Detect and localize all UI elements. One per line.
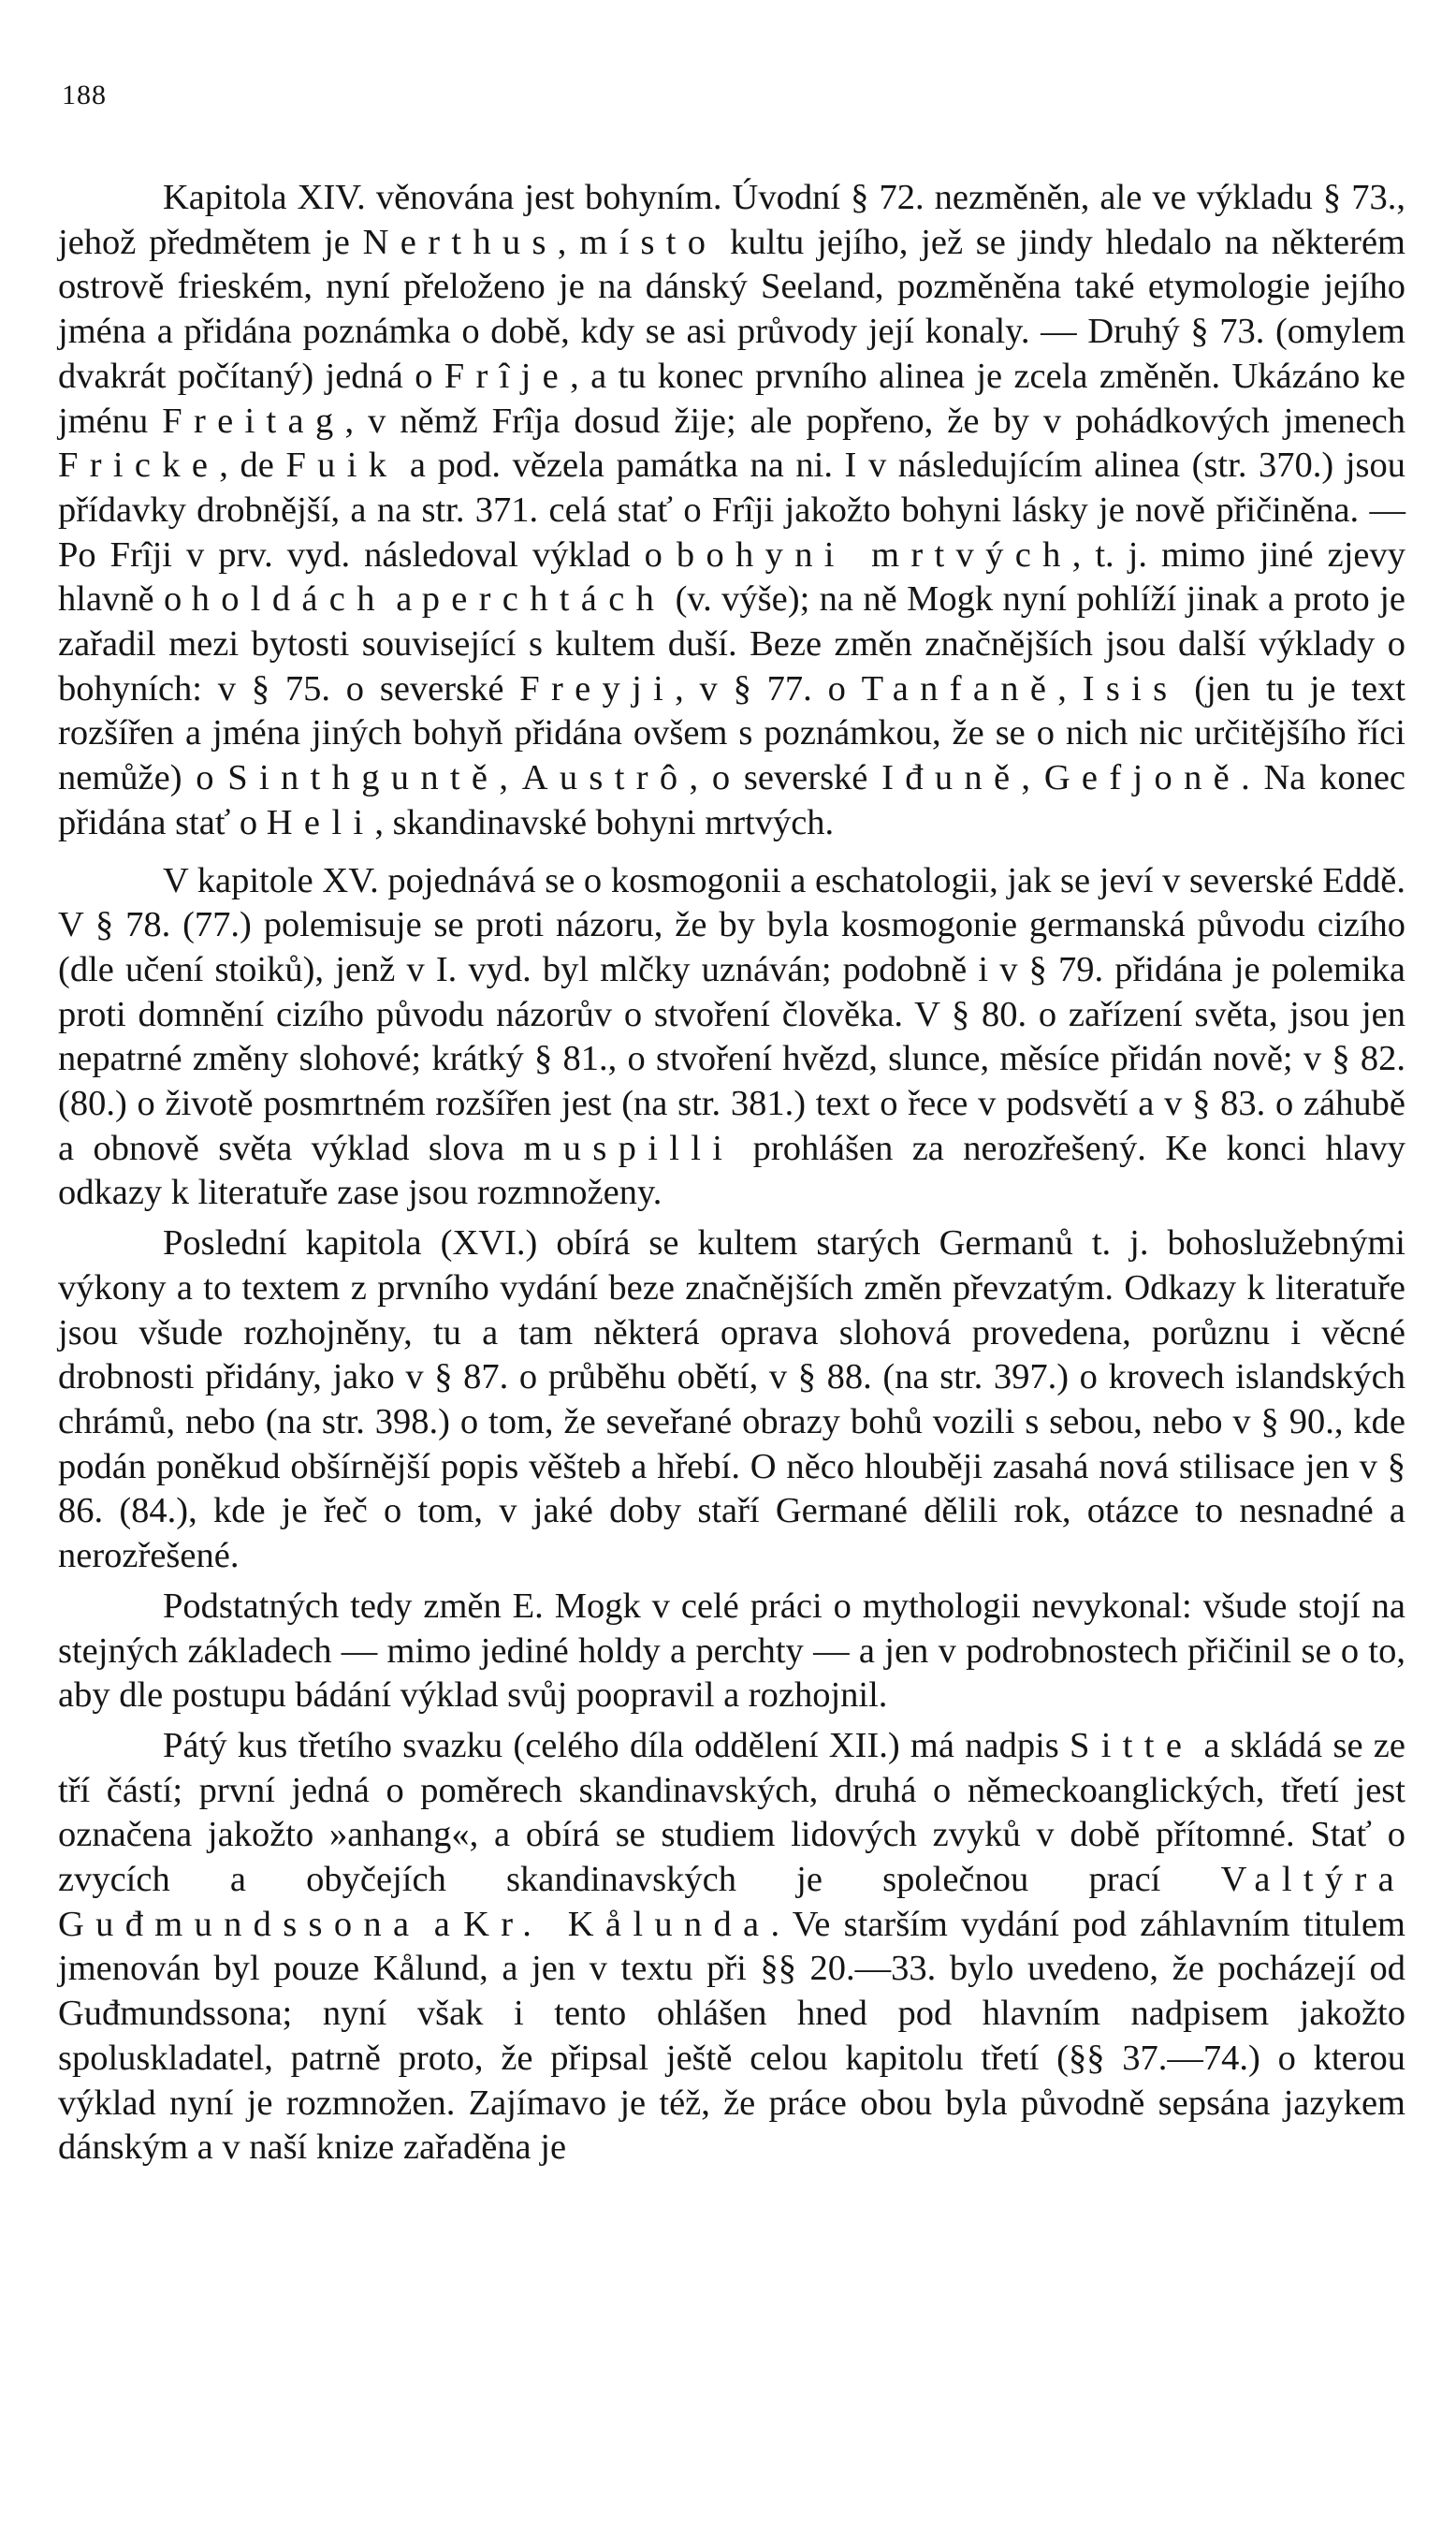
- spaced-emphasis-text: Valtýra Guđmundssona: [58, 1860, 1405, 1944]
- text-run: kultu jejího, jež se jindy hledalo na některém ostrově frieském, nyní přeloženo je na dánský Seeland, pozměněna také etymologie jejího jména a přidána poznámka o době, kdy se asi průvody její konaly. — Druhý § 73. (omylem dvakrát počítaný) jedná o: [58, 222, 1405, 396]
- spaced-emphasis-text: Kr. Kålunda: [463, 1904, 771, 1944]
- spaced-emphasis-text: Nerthus: [362, 222, 558, 262]
- spaced-emphasis-text: Sitte: [1070, 1725, 1194, 1765]
- spaced-emphasis-text: Heli: [266, 802, 375, 842]
- spaced-emphasis-text: Gefjoně: [1043, 758, 1242, 798]
- text-run: , v § 77. o: [675, 668, 862, 709]
- text-run: (jen tu je text rozšířen a jména jiných bohyň přidána ovšem s poznámkou, že se o nich nic určitějšího říci nemůže) o: [58, 668, 1406, 798]
- text-run: a skládá se ze tří částí; první jedná o poměrech skandinavských, druhá o německoanglických, třetí jest označena jakožto »anhang«, a obírá se studiem lidových zvyků v době přítomné. Stať o zvycích a obyčejích skandinavských je společnou prací: [58, 1725, 1405, 1900]
- paragraph: [58, 1724, 1405, 2171]
- spaced-emphasis-text: bohyni mrtvých: [676, 534, 1072, 575]
- text-run: ,: [499, 758, 522, 798]
- spaced-emphasis-text: místo: [579, 222, 718, 262]
- text-run: a pod. vězela památka na ni. I v následujícím alinea (str. 370.) jsou přídavky drobnější, a na str. 371. celá stať o Frîji jakožto bohyni lásky je nově přičiněna. — Po Frîji v prv. vyd. následoval výklad o: [58, 446, 1406, 575]
- spaced-emphasis-text: perchtách: [421, 579, 666, 620]
- spaced-emphasis-text: Iđuně: [881, 758, 1022, 798]
- paragraph: [58, 859, 1405, 1217]
- text-run: , t. j. mimo jiné zjevy hlavně o: [58, 534, 1406, 620]
- text-run: , a tu konec prvního alinea je zcela změněn. Ukázáno ke jménu: [58, 356, 1405, 441]
- text-run: , de: [219, 446, 286, 486]
- spaced-emphasis-text: Frîje: [444, 356, 571, 396]
- spaced-emphasis-text: muspilli: [523, 1128, 735, 1168]
- text-run: V kapitole XV. pojednává se o kosmogonii a eschatologii, jak se jeví v severské Eddě. V § 78. (77.) polemisuje se proti názoru, že by byla kosmogonie germanská původu cizího (dle učení stoiků), jenž v I. vyd. byl mlčky uznáván; podobně i v § 79. přidána je polemika proti domnění cizího původu názorův o stvoření člověka. V § 80. o zařízení světa, jsou jen nepatrné změny slohové; krátký § 81., o stvoření hvězd, slunce, měsíce přidán nově; v § 82. (80.) o životě posmrtném rozšířen jest (na str. 381.) text o řece v podsvětí a v § 83. o záhubě a obnově světa výklad slova: [58, 860, 1405, 1168]
- spaced-emphasis-text: Freyji: [519, 668, 676, 709]
- text-run: ,: [557, 222, 580, 262]
- spaced-emphasis-text: Austrô: [521, 758, 690, 798]
- text-run: Poslední kapitola (XVI.) obírá se kultem starých Germanů t. j. bohoslužebnými výkony a to textem z prvního vydání beze značnějších změn převzatým. Odkazy k literatuře jsou všude rozhojněny, tu a tam některá oprava slohová provedena, porůznu i věcné drobnosti přidány, jako v § 87. o průběhu obětí, v § 88. (na str. 397.) o krovech islandských chrámů, nebo (na str. 398.) o tom, že seveřané obrazy bohů vozili s sebou, nebo v § 90., kde podán poněkud obšírnější popis věšteb a hřebí. O něco hlouběji zasahá nová stilisace jen v § 86. (84.), kde je řeč o tom, v jaké doby staří Germané dělili rok, otázce to nesnadné a nerozřešené.: [58, 1223, 1405, 1576]
- text-run: ,: [1021, 758, 1044, 798]
- text-run: , o severské: [689, 758, 882, 798]
- text-run: , skandinavské bohyni mrtvých.: [374, 802, 835, 842]
- spaced-emphasis-text: Sinthguntě: [227, 758, 500, 798]
- text-run: , v němž Frîja dosud žije; ale popřeno, že by v pohádkových jmenech: [344, 401, 1405, 441]
- body-text: [58, 176, 1405, 2171]
- spaced-emphasis-text: Isis: [1082, 668, 1179, 709]
- text-run: a: [386, 579, 422, 620]
- spaced-emphasis-text: Fricke: [58, 446, 220, 486]
- text-run: Podstatných tedy změn E. Mogk v celé práci o mythologii nevykonal: všude stojí na stejných základech — mimo jediné holdy a perchty — a jen v podrobnostech přičinil se o to, aby dle postupu bádání výklad svůj poopravil a rozhojnil.: [58, 1586, 1405, 1716]
- text-run: . Na konec přidána stať o: [58, 758, 1406, 842]
- paragraph: [58, 1585, 1405, 1718]
- text-run: a: [420, 1904, 464, 1944]
- page-number: 188: [62, 80, 107, 110]
- text-run: Kapitola XIV. věnována jest bohyním. Úvodní § 72. nezměněn, ale ve výkladu § 73., jehož předmětem je: [58, 178, 1405, 262]
- text-run: . Ve starším vydání pod záhlavním titulem jmenován byl pouze Kålund, a jen v textu při §§ 20.—33. bylo uvedeno, že pocházejí od Guđmundssona; nyní však i tento ohlášen hned pod hlavním nadpisem jakožto spoluskladatel, patrně proto, že připsal ještě celou kapitolu třetí (§§ 37.—74.) o kterou výklad nyní je rozmnožen. Zajímavo je též, že práce obou byla původně sepsána jazykem dánským a v naší knize zařaděna je: [58, 1904, 1405, 2168]
- paragraph: [58, 176, 1405, 846]
- spaced-emphasis-text: holdách: [191, 579, 386, 620]
- text-run: ,: [1057, 668, 1083, 709]
- text-run: prohlášen za nerozřešený. Ke konci hlavy odkazy k literatuře zase jsou rozmnoženy.: [58, 1128, 1405, 1213]
- paragraph: [58, 1221, 1405, 1579]
- text-run: Pátý kus třetího svazku (celého díla oddělení XII.) má nadpis: [163, 1725, 1070, 1765]
- text-run: (v. výše); na ně Mogk nyní pohlíží jinak a proto je zařadil mezi bytosti související s kultem duší. Beze změn značnějších jsou další výklady o bohyních: v § 75. o severské: [58, 579, 1405, 709]
- spaced-emphasis-text: Fuik: [285, 446, 399, 486]
- spaced-emphasis-text: Tanfaně: [861, 668, 1058, 709]
- spaced-emphasis-text: Freitag: [162, 401, 345, 441]
